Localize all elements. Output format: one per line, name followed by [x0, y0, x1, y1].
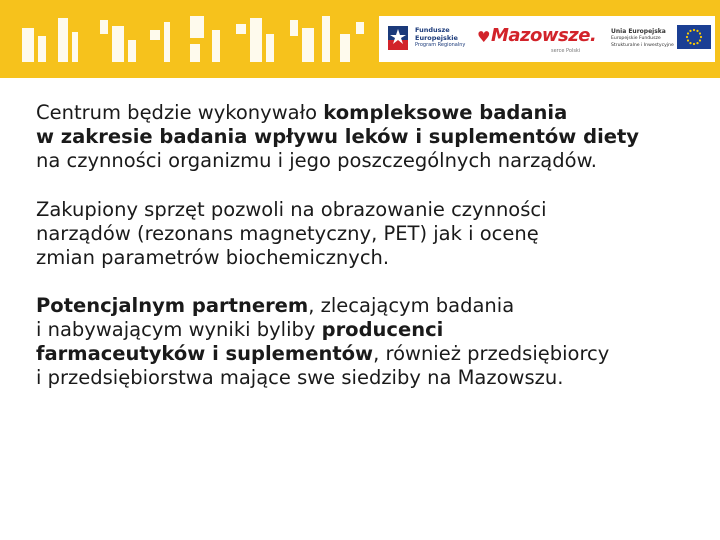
- slide-content: [36, 101, 696, 390]
- p3-text-b: , zlecającym badania: [308, 294, 515, 317]
- eu-line1: Unia Europejska: [611, 28, 666, 35]
- fundusze-line2: Europejskie: [415, 33, 458, 42]
- p3-text-f: , również przedsiębiorcy: [373, 342, 610, 365]
- p1-text-a: Centrum będzie wykonywało: [36, 101, 324, 124]
- p3-text-g: i przedsiębiorstwa mające swe siedziby na Mazowszu.: [36, 366, 564, 389]
- paragraph-partners: [36, 294, 696, 390]
- mazowsze-wordmark: Mazowsze.: [491, 25, 597, 46]
- fundusze-europejskie-logo: [387, 22, 467, 58]
- p1-bold-b: kompleksowe badania: [323, 101, 568, 124]
- mazowsze-logo: [477, 22, 597, 58]
- header-banner: [0, 0, 720, 78]
- fundusze-line3: Program Regionalny: [415, 42, 466, 48]
- eu-line3: Strukturalne i Inwestycyjne: [611, 43, 674, 48]
- decorative-blocks-graphic: [0, 0, 380, 78]
- paragraph-equipment: [36, 198, 696, 270]
- p1-text-d: na czynności organizmu i jego poszczególnych narządów.: [36, 149, 597, 172]
- paragraph-research: [36, 101, 696, 173]
- fundusze-line1: Fundusze: [415, 26, 450, 34]
- p2-line1: Zakupiony sprzęt pozwoli na obrazowanie czynności: [36, 198, 547, 221]
- p3-bold-a: Potencjalnym partnerem: [36, 294, 309, 317]
- eu-flag-icon: [677, 25, 711, 49]
- p1-bold-c: w zakresie badania wpływu leków i suplementów diety: [36, 125, 640, 148]
- eu-logo: [605, 22, 713, 58]
- eu-line2: Europejskie Fundusze: [611, 36, 661, 41]
- eu-text: [611, 28, 674, 49]
- p2-line3: zmian parametrów biochemicznych.: [36, 246, 390, 269]
- mazowsze-tagline: serce Polski: [551, 48, 581, 54]
- p3-bold-d: producenci: [321, 318, 444, 341]
- mazowsze-heart-icon: ♥: [477, 28, 491, 46]
- fundusze-europejskie-star-icon: [387, 24, 411, 52]
- p2-line2: narządów (rezonans magnetyczny, PET) jak i ocenę: [36, 222, 539, 245]
- p3-bold-e: farmaceutyków i suplementów: [36, 342, 374, 365]
- logos-strip: [379, 16, 715, 62]
- fundusze-text: [415, 27, 465, 50]
- p3-text-c: i nabywającym wyniki byliby: [36, 318, 322, 341]
